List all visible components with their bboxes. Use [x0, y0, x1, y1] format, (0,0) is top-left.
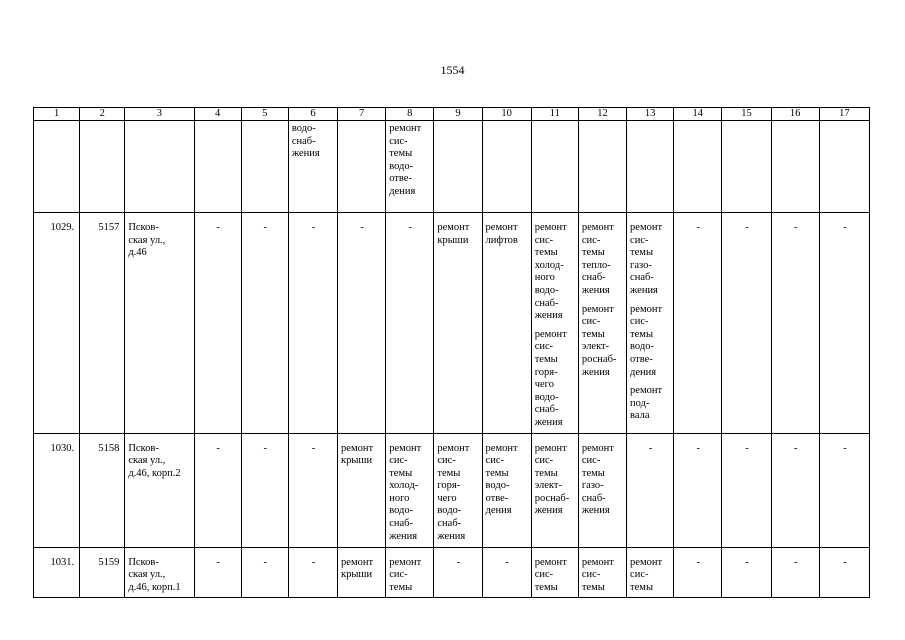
text-line: отве- — [485, 492, 509, 504]
column-number: 4 — [194, 108, 241, 121]
text-line: ремонт — [437, 222, 470, 233]
table-cell — [531, 213, 578, 434]
cell-text — [486, 443, 529, 519]
text-line: снаб- — [581, 272, 606, 284]
text-line: Псков- — [128, 556, 159, 568]
text-line: водо- — [437, 505, 462, 517]
text-line: дения — [630, 366, 657, 378]
table-cell: - — [674, 213, 722, 434]
text-line: жения — [534, 416, 563, 428]
table-cell: - — [288, 213, 337, 434]
text-line: роснаб- — [534, 492, 570, 504]
table-cell — [531, 121, 578, 213]
text-line: снаб- — [581, 492, 606, 504]
text-line: водо- — [534, 391, 559, 403]
table-cell — [722, 121, 771, 213]
table-cell: - — [386, 213, 434, 434]
text-line: холод- — [534, 259, 564, 271]
text-line: жения — [581, 284, 610, 296]
column-number: 14 — [674, 108, 722, 121]
column-number: 13 — [627, 108, 674, 121]
table-cell — [338, 121, 386, 213]
table-cell: - — [771, 547, 819, 598]
text-line: ремонт — [581, 442, 614, 454]
text-line: водо- — [485, 480, 510, 492]
text-line: темы — [581, 328, 605, 340]
column-number: 6 — [288, 108, 337, 121]
text-line: водо- — [389, 505, 414, 517]
table-cell: - — [241, 433, 288, 547]
text-line: сис- — [534, 341, 554, 353]
table-cell — [819, 121, 869, 213]
text-line: темы — [534, 581, 558, 593]
row-number: 1030. — [34, 433, 80, 547]
table-cell: - — [241, 213, 288, 434]
cell-text — [535, 443, 576, 519]
text-line: чего — [534, 379, 554, 391]
table-cell — [627, 547, 674, 598]
text-line: ская ул., — [128, 569, 166, 581]
text-line: сис- — [534, 455, 554, 467]
text-line: жения — [534, 505, 563, 517]
text-line: ремонт — [389, 556, 422, 568]
text-line: темы — [581, 581, 605, 593]
table-cell — [578, 213, 626, 434]
text-line: газо- — [630, 259, 652, 271]
text-line: сис- — [581, 569, 601, 581]
cell-text — [437, 222, 479, 247]
table-cell — [338, 547, 386, 598]
address — [128, 443, 191, 481]
text-line: тепло- — [581, 259, 611, 271]
cell-text — [630, 222, 671, 423]
cell-text — [341, 557, 383, 582]
table-cell — [627, 121, 674, 213]
table-cell: - — [722, 433, 771, 547]
text-line: жения — [581, 505, 610, 517]
text-line: ремонт — [630, 303, 663, 315]
text-line: сис- — [534, 234, 554, 246]
table-cell — [434, 121, 482, 213]
cell-text — [389, 123, 431, 199]
cell-text — [292, 123, 335, 161]
table-cell — [578, 547, 626, 598]
table-cell — [386, 547, 434, 598]
table-cell: - — [674, 547, 722, 598]
cell-text — [389, 557, 431, 595]
table-cell: - — [674, 433, 722, 547]
text-line: темы — [630, 328, 653, 340]
column-number: 8 — [386, 108, 434, 121]
table-cell — [434, 213, 482, 434]
text-line: ремонт — [437, 442, 470, 454]
table-cell: - — [194, 433, 241, 547]
row-number: 1029. — [34, 213, 80, 434]
text-line: ремонт — [581, 303, 614, 315]
text-line: снаб- — [389, 518, 413, 530]
text-line: темы — [485, 467, 509, 479]
table-cell — [434, 433, 482, 547]
text-line: ремонт — [534, 556, 567, 568]
text-line: горя- — [437, 480, 461, 492]
text-line: д.46 — [128, 247, 147, 259]
column-number: 17 — [819, 108, 869, 121]
text-line: горя- — [534, 366, 558, 378]
text-line: газо- — [581, 480, 604, 492]
column-number: 5 — [241, 108, 288, 121]
column-number: 1 — [34, 108, 80, 121]
table-cell — [482, 433, 531, 547]
table-row — [34, 433, 870, 547]
table-cell: - — [819, 433, 869, 547]
column-number: 12 — [578, 108, 626, 121]
text-line: водо- — [389, 160, 414, 172]
text-line: д.46, корп.2 — [128, 467, 181, 479]
text-line: ремонт — [485, 222, 518, 233]
text-line: ремонт — [534, 328, 567, 340]
text-line: элект- — [534, 480, 562, 492]
text-line: дения — [485, 505, 512, 517]
text-line: ремонт — [389, 123, 422, 134]
text-line: темы — [534, 467, 558, 479]
table-cell — [627, 213, 674, 434]
text-line: сис- — [485, 455, 504, 467]
table-cell: - — [338, 213, 386, 434]
text-line: темы — [630, 247, 653, 259]
cell-text — [535, 557, 576, 595]
building-code: 5159 — [80, 547, 125, 598]
table-cell — [386, 121, 434, 213]
page-number: 1554 — [440, 63, 465, 77]
text-line: жения — [581, 366, 610, 378]
text-line: ного — [389, 492, 410, 504]
text-line: ремонт — [630, 385, 663, 397]
table-cell — [674, 121, 722, 213]
table-cell: - — [722, 547, 771, 598]
column-number: 3 — [125, 108, 194, 121]
column-number: 11 — [531, 108, 578, 121]
text-line: сис- — [389, 455, 408, 467]
text-line: водо- — [534, 284, 559, 296]
column-number: 9 — [434, 108, 482, 121]
repair-register-table — [33, 107, 870, 598]
text-line: ремонт — [389, 442, 422, 454]
table-cell — [241, 121, 288, 213]
text-line: сис- — [630, 316, 649, 328]
table-cell — [531, 547, 578, 598]
text-line: д.46, корп.1 — [128, 581, 181, 593]
table-cell — [338, 433, 386, 547]
text-line: ремонт — [630, 556, 663, 568]
table-cell: - — [819, 213, 869, 434]
text-line: сис- — [389, 135, 408, 147]
text-line: Псков- — [128, 222, 159, 233]
text-line: снаб- — [630, 272, 654, 284]
text-line: ремонт — [630, 222, 663, 233]
table-cell — [386, 433, 434, 547]
text-line: снаб- — [534, 404, 559, 416]
address — [128, 222, 191, 260]
continuation-row — [34, 121, 870, 213]
building-code: 5158 — [80, 433, 125, 547]
text-line: сис- — [534, 569, 554, 581]
text-line: элект- — [581, 341, 610, 353]
text-line: жения — [630, 284, 658, 296]
text-line: вала — [630, 410, 650, 422]
building-code: 5157 — [80, 213, 125, 434]
text-line: сис- — [437, 455, 456, 467]
text-line: ремонт — [581, 556, 614, 568]
text-line: холод- — [389, 480, 419, 492]
cell-text — [389, 443, 431, 544]
text-line: отве- — [630, 353, 653, 365]
text-line: сис- — [389, 569, 408, 581]
table-cell: - — [771, 213, 819, 434]
text-line: сис- — [581, 234, 601, 246]
text-line: жения — [389, 530, 418, 542]
text-line: водо- — [291, 123, 316, 134]
text-line: лифтов — [485, 234, 518, 246]
address-cell — [125, 547, 194, 598]
text-line: снаб- — [534, 297, 559, 309]
column-number: 15 — [722, 108, 771, 121]
text-line: темы — [389, 148, 413, 160]
address — [128, 557, 191, 595]
text-line: ремонт — [581, 222, 614, 233]
text-line: чего — [437, 492, 457, 504]
table-cell: - — [288, 433, 337, 547]
cell-text — [341, 443, 383, 468]
text-line: крыши — [341, 455, 373, 467]
cell-text — [582, 443, 624, 519]
column-number: 10 — [482, 108, 531, 121]
text-line: жения — [437, 530, 466, 542]
text-line: снаб- — [291, 135, 316, 147]
cell-text — [630, 557, 671, 595]
text-line: водо- — [630, 341, 654, 353]
table-cell — [34, 121, 80, 213]
text-line: темы — [581, 467, 605, 479]
table-cell — [578, 433, 626, 547]
table-cell: - — [771, 433, 819, 547]
text-line: роснаб- — [581, 353, 617, 365]
text-line: ремонт — [534, 442, 567, 454]
cell-text — [535, 222, 576, 430]
cell-text — [582, 557, 624, 595]
table-cell — [531, 433, 578, 547]
text-line: ская ул., — [128, 234, 166, 246]
text-line: ремонт — [534, 222, 567, 233]
column-number: 7 — [338, 108, 386, 121]
table-cell: - — [819, 547, 869, 598]
address-cell — [125, 433, 194, 547]
cell-text — [582, 222, 624, 379]
text-line: ремонт — [485, 442, 518, 454]
text-line: отве- — [389, 173, 412, 185]
text-line: темы — [534, 247, 558, 259]
address-cell — [125, 213, 194, 434]
table-cell: - — [288, 547, 337, 598]
table-cell — [482, 213, 531, 434]
table-cell: - — [194, 547, 241, 598]
table-cell: - — [627, 433, 674, 547]
text-line: темы — [389, 467, 413, 479]
text-line: ремонт — [341, 556, 374, 568]
text-line: дения — [389, 185, 416, 197]
text-line: жения — [534, 310, 563, 322]
text-line: крыши — [437, 234, 469, 246]
column-number: 2 — [80, 108, 125, 121]
table-cell — [578, 121, 626, 213]
table-cell — [288, 121, 337, 213]
table-cell: - — [482, 547, 531, 598]
column-number-row — [34, 108, 870, 121]
text-line: под- — [630, 397, 650, 409]
table-row — [34, 547, 870, 598]
text-line: ская ул., — [128, 455, 166, 467]
text-line: Псков- — [128, 442, 159, 454]
table-cell — [194, 121, 241, 213]
text-line: ремонт — [341, 442, 374, 454]
text-line: сис- — [630, 234, 649, 246]
text-line: ного — [534, 272, 555, 284]
table-cell: - — [241, 547, 288, 598]
column-number: 16 — [771, 108, 819, 121]
table-row — [34, 213, 870, 434]
text-line: темы — [437, 467, 461, 479]
text-line: крыши — [341, 569, 373, 581]
text-line: темы — [534, 353, 558, 365]
text-line: темы — [389, 581, 413, 593]
cell-text — [486, 222, 529, 247]
table-cell: - — [434, 547, 482, 598]
text-line: снаб- — [437, 518, 462, 530]
text-line: темы — [581, 247, 605, 259]
text-line: темы — [630, 581, 653, 593]
table-cell — [771, 121, 819, 213]
table-cell — [80, 121, 125, 213]
table-cell: - — [722, 213, 771, 434]
text-line: сис- — [581, 316, 601, 328]
table-cell — [125, 121, 194, 213]
text-line: сис- — [581, 455, 601, 467]
table-cell — [482, 121, 531, 213]
text-line: жения — [291, 148, 320, 160]
text-line: сис- — [630, 569, 649, 581]
table-cell: - — [194, 213, 241, 434]
row-number: 1031. — [34, 547, 80, 598]
cell-text — [437, 443, 479, 544]
